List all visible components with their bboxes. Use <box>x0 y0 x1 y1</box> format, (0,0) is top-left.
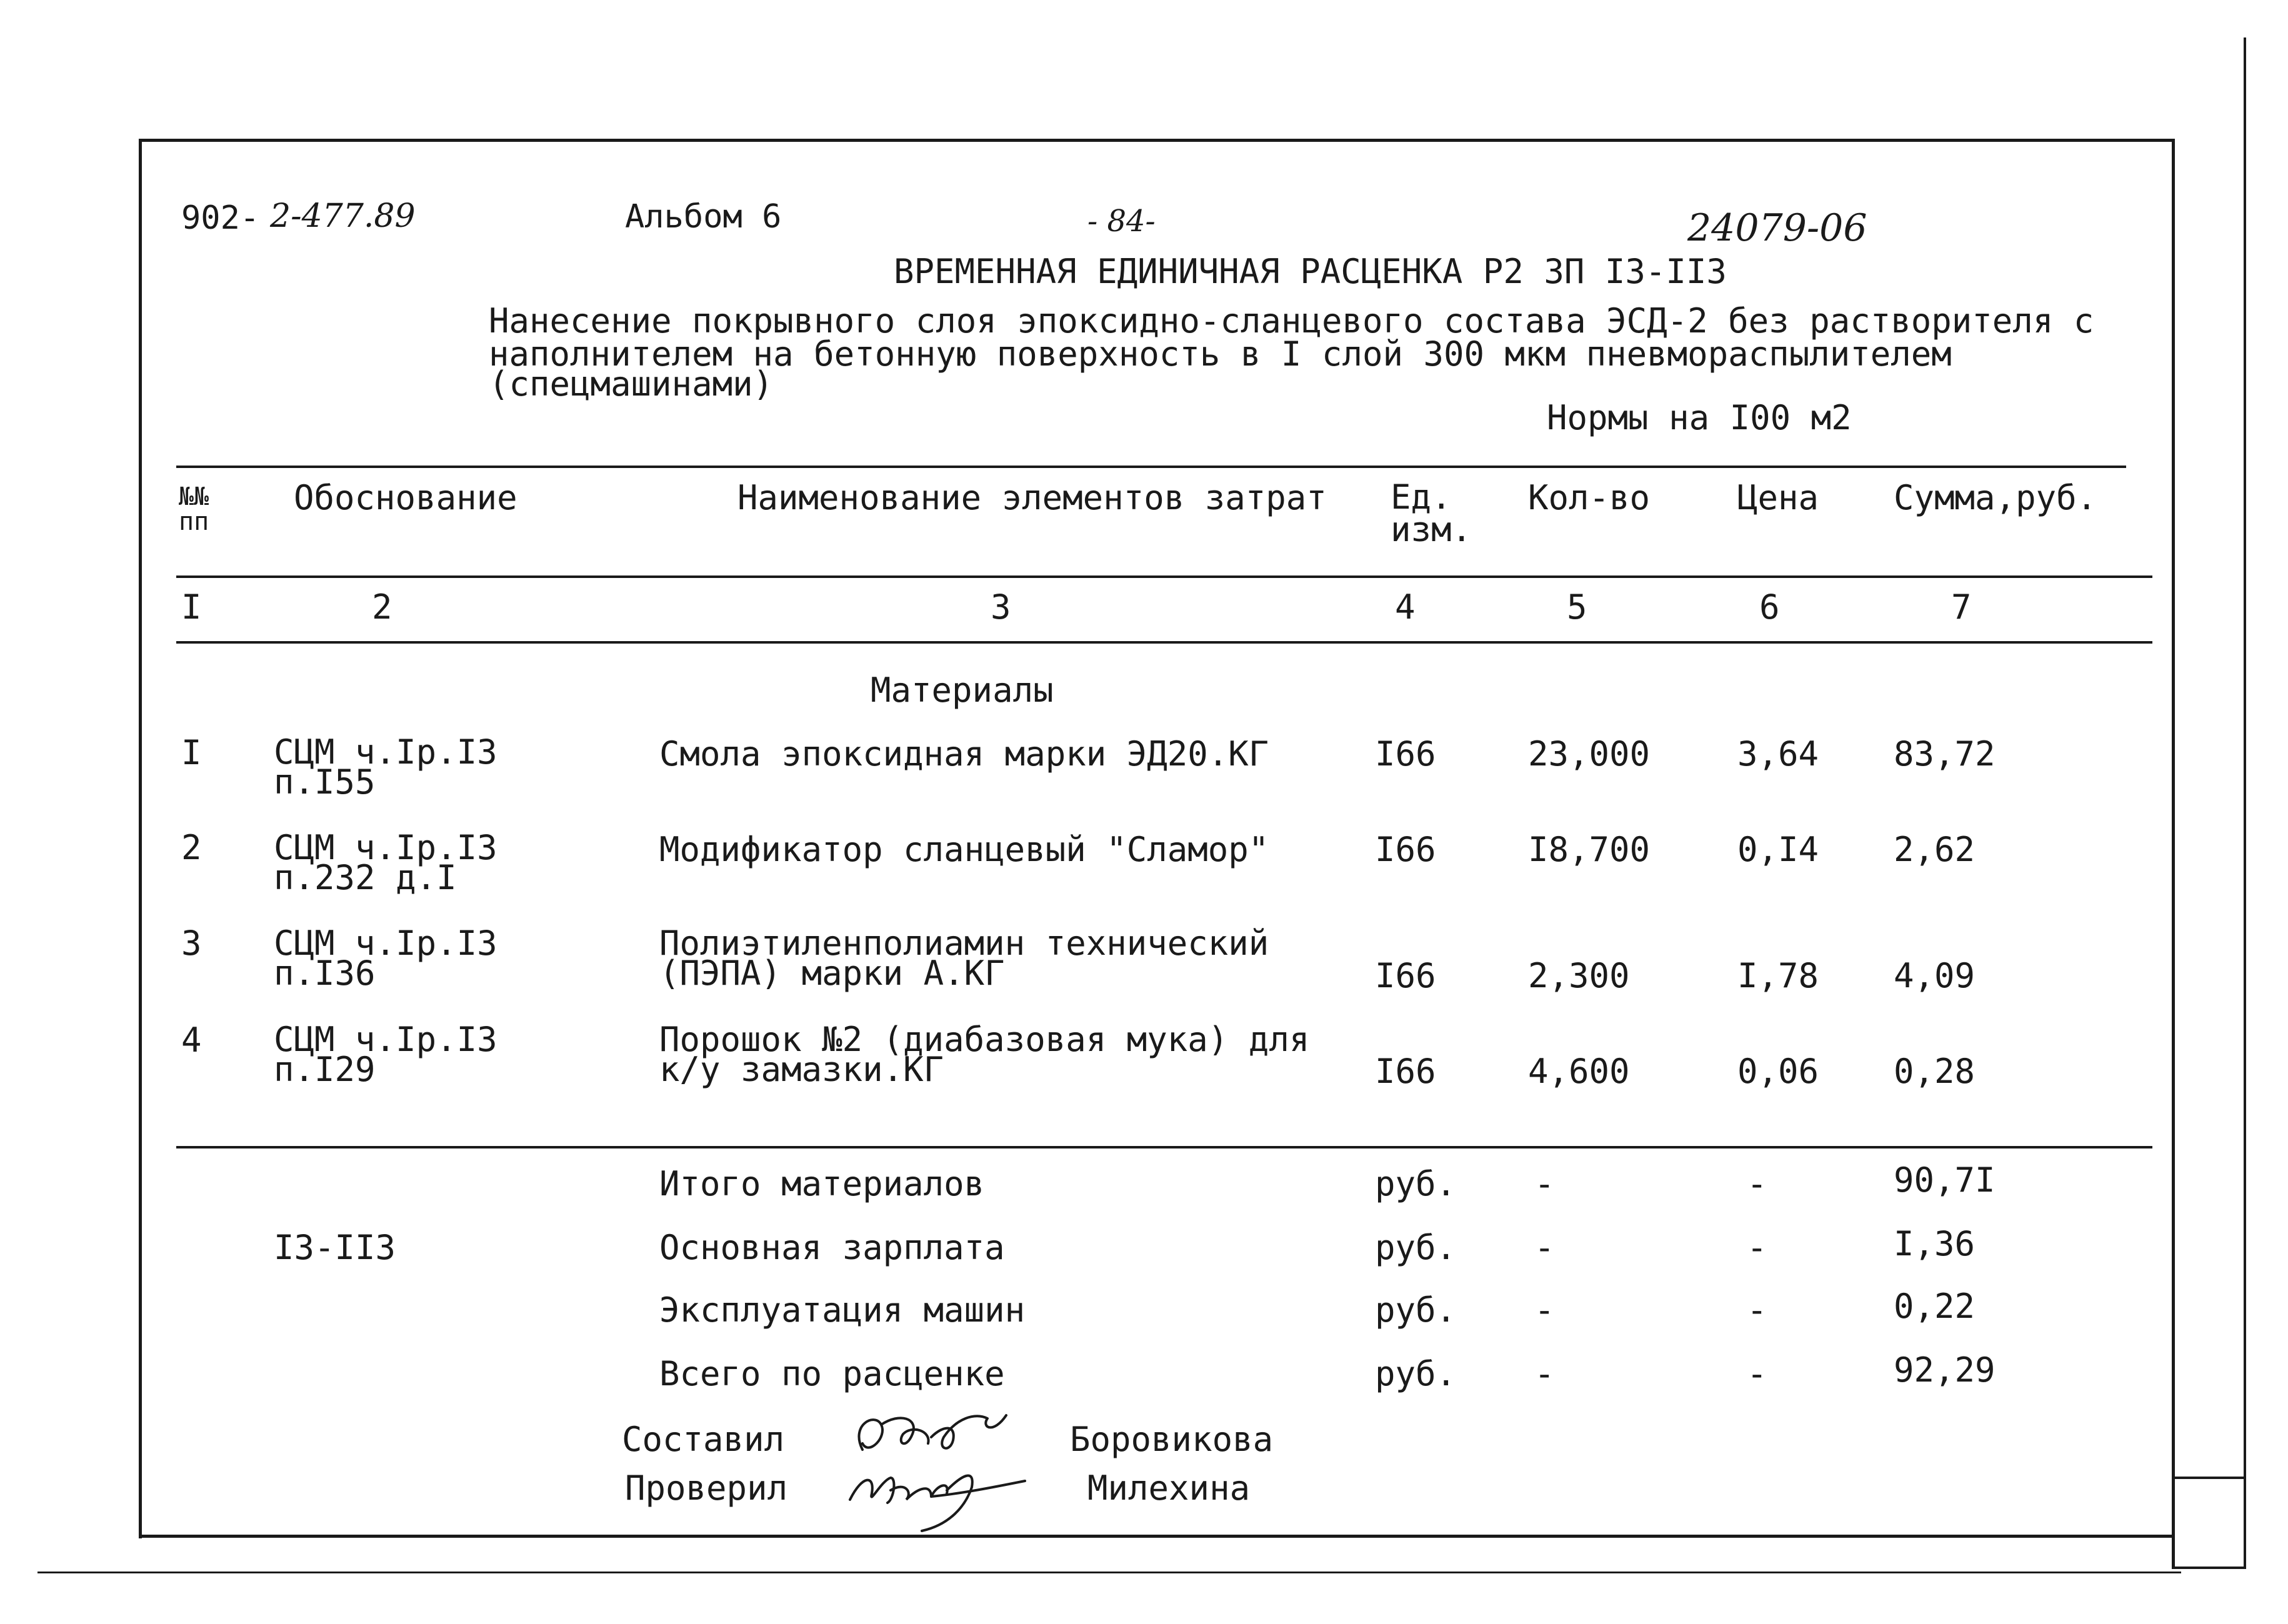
col-number-1: I <box>181 587 202 627</box>
row-2-sum: 2,62 <box>1894 830 1976 869</box>
row-4-price: 0,06 <box>1737 1052 1819 1091</box>
row-2-name: Модификатор сланцевый "Сламор" <box>659 830 1269 869</box>
doc-prefix: 902- <box>181 199 260 237</box>
outer-right-edge <box>2244 37 2246 1568</box>
row-1-sum: 83,72 <box>1894 734 1996 774</box>
row-3-price: I,78 <box>1737 956 1819 995</box>
row-2-unit: I66 <box>1375 830 1436 869</box>
total-materials-price: - <box>1747 1164 1767 1203</box>
description-line-1: Нанесение покрывного слоя эпоксидно-сланцевого состава ЭСД-2 без растворителя с <box>489 301 2094 341</box>
table-top-rule <box>176 466 2126 468</box>
row-1-basis: СЦМ ч.Iр.I3 п.I55 <box>274 732 497 802</box>
norms-label: Нормы на I00 м2 <box>1547 398 1852 437</box>
row-2-price: 0,I4 <box>1737 830 1819 869</box>
stamp-box-bottom <box>2172 1567 2246 1569</box>
frame-bottom <box>139 1535 2175 1538</box>
frame-right <box>2172 139 2175 1568</box>
doc-number-handwritten: 2-477.89 <box>270 197 416 235</box>
table-header-rule <box>176 575 2152 578</box>
table-numbers-rule <box>176 641 2152 644</box>
total-wages-sum: I,36 <box>1894 1224 1976 1263</box>
total-materials-sum: 90,7I <box>1894 1160 1996 1200</box>
col-number-2: 2 <box>372 587 392 627</box>
row-3-sum: 4,09 <box>1894 956 1976 995</box>
row-4-qty: 4,600 <box>1528 1052 1630 1091</box>
row-2-basis: СЦМ ч.Iр.I3 п.232 д.I <box>274 828 497 897</box>
row-3-num: 3 <box>181 924 202 963</box>
total-machines-sum: 0,22 <box>1894 1287 1976 1326</box>
frame-left <box>139 139 142 1538</box>
total-materials-unit: руб. <box>1375 1164 1457 1203</box>
doc-code: 24079-06 <box>1687 206 1867 250</box>
total-all-name: Всего по расценке <box>659 1354 1005 1393</box>
total-wages-basis: I3-II3 <box>274 1228 396 1267</box>
checked-label: Проверил <box>625 1468 788 1508</box>
col-header-name: Наименование элементов затрат <box>737 478 1327 517</box>
row-4-sum: 0,28 <box>1894 1052 1976 1091</box>
col-number-4: 4 <box>1395 587 1416 627</box>
page-number: - 84- <box>1087 204 1156 239</box>
stamp-box-top <box>2172 1477 2246 1479</box>
total-machines-unit: руб. <box>1375 1290 1457 1330</box>
row-3-name: Полиэтиленполиамин технический (ПЭПА) марки А.КГ <box>659 924 1269 993</box>
signature-checked <box>837 1456 1037 1537</box>
col-number-6: 6 <box>1759 587 1780 627</box>
col-number-5: 5 <box>1567 587 1587 627</box>
col-header-num: №№ пп <box>179 482 209 536</box>
col-header-qty: Кол-во <box>1528 478 1651 517</box>
table-totals-rule <box>176 1146 2152 1148</box>
row-2-num: 2 <box>181 828 202 867</box>
row-3-qty: 2,300 <box>1528 956 1630 995</box>
checked-name: Милехина <box>1087 1468 1251 1508</box>
description-line-2: наполнителем на бетонную поверхность в I слой 300 мкм пневмораспылителем <box>489 334 1952 374</box>
section-title: Материалы <box>871 670 1054 710</box>
total-machines-qty: - <box>1534 1290 1555 1330</box>
row-4-name: Порошок №2 (диабазовая мука) для к/у замазки.КГ <box>659 1020 1310 1089</box>
bottom-margin-line <box>37 1572 2181 1573</box>
composed-label: Составил <box>622 1420 785 1459</box>
total-wages-unit: руб. <box>1375 1228 1457 1267</box>
row-4-basis: СЦМ ч.Iр.I3 п.I29 <box>274 1020 497 1089</box>
frame-top <box>139 139 2175 142</box>
description-line-3: (спецмашинами) <box>489 364 774 404</box>
page-title: ВРЕМЕННАЯ ЕДИНИЧНАЯ РАСЦЕНКА Р2 ЗП I3-II3 <box>894 252 1727 291</box>
row-1-unit: I66 <box>1375 734 1436 774</box>
total-all-sum: 92,29 <box>1894 1350 1996 1390</box>
row-3-basis: СЦМ ч.Iр.I3 п.I36 <box>274 924 497 993</box>
total-machines-name: Эксплуатация машин <box>659 1290 1026 1330</box>
total-all-unit: руб. <box>1375 1354 1457 1393</box>
col-number-3: 3 <box>991 587 1011 627</box>
total-wages-name: Основная зарплата <box>659 1228 1005 1267</box>
col-header-basis: Обоснование <box>294 478 517 517</box>
col-header-sum: Сумма,руб. <box>1894 478 2097 517</box>
row-1-price: 3,64 <box>1737 734 1819 774</box>
col-number-7: 7 <box>1951 587 1972 627</box>
row-1-num: I <box>181 733 202 772</box>
total-all-price: - <box>1747 1354 1767 1393</box>
total-materials-qty: - <box>1534 1164 1555 1203</box>
row-4-unit: I66 <box>1375 1052 1436 1091</box>
col-header-unit: Ед. изм. <box>1391 477 1472 549</box>
row-4-num: 4 <box>181 1020 202 1060</box>
row-2-qty: I8,700 <box>1528 830 1651 869</box>
total-machines-price: - <box>1747 1290 1767 1330</box>
row-1-qty: 23,000 <box>1528 734 1651 774</box>
row-3-unit: I66 <box>1375 956 1436 995</box>
total-wages-price: - <box>1747 1228 1767 1267</box>
total-materials-name: Итого материалов <box>659 1164 985 1203</box>
total-wages-qty: - <box>1534 1228 1555 1267</box>
album-label: Альбом 6 <box>625 198 782 236</box>
composed-name: Боровикова <box>1070 1420 1274 1459</box>
row-1-name: Смола эпоксидная марки ЭД20.КГ <box>659 734 1269 774</box>
total-all-qty: - <box>1534 1354 1555 1393</box>
col-header-price: Цена <box>1737 478 1819 517</box>
